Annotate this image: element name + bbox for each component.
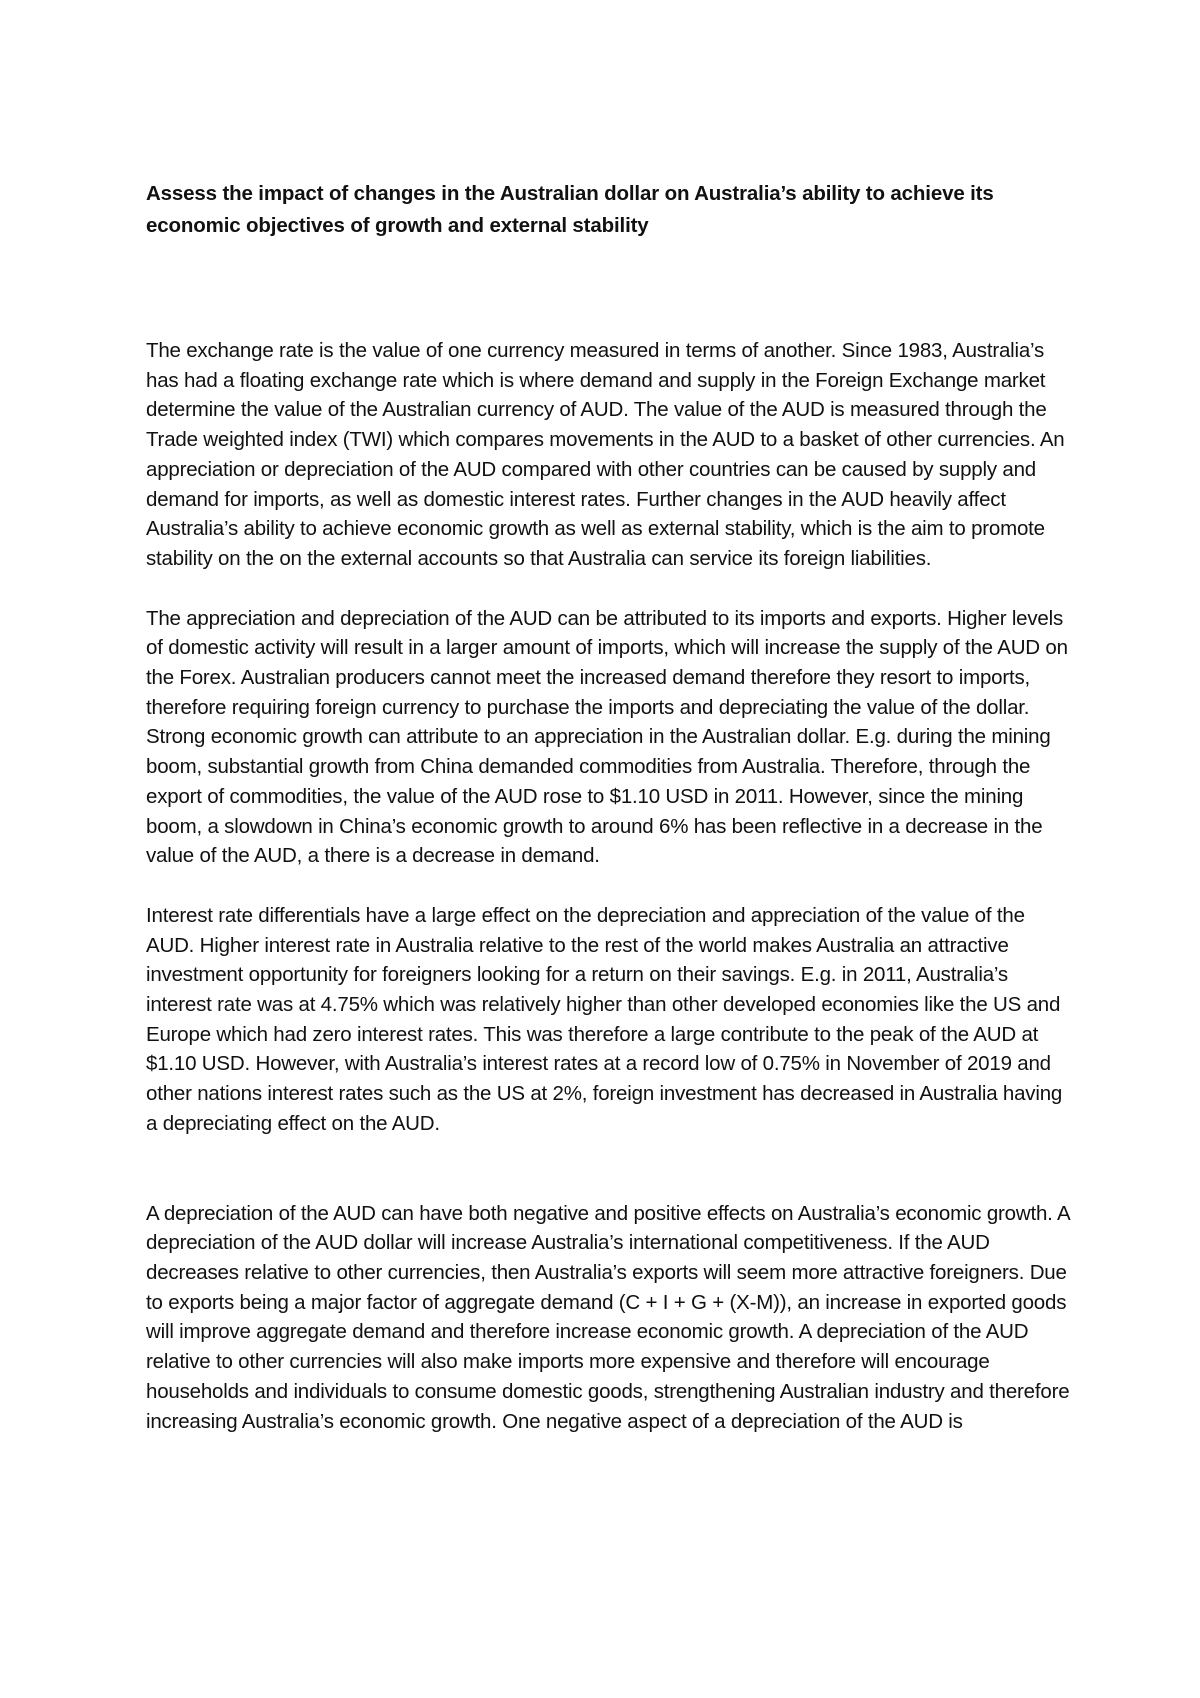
document-body <box>146 178 1076 1436</box>
paragraph-interest-rates: Interest rate differentials have a large effect on the depreciation and appreciation of the value of the AUD. Higher interest rate in Australia relative to the rest of the world makes Australia an attractive investment opportunity for foreigners looking for a return on their savings. E.g. in 2011, Australia’s interest rate was at 4.75% which was relatively higher than other developed economies like the US and Europe which had zero interest rates. This was therefore a large contribute to the peak of the AUD at $1.10 USD. However, with Australia’s interest rates at a record low of 0.75% in November of 2019 and other nations interest rates such as the US at 2%, foreign investment has decreased in Australia having a depreciating effect on the AUD. <box>146 903 1063 1135</box>
essay-title: Assess the impact of changes in the Australian dollar on Australia’s ability to achieve its economic objectives of growth and external stability <box>146 182 994 237</box>
paragraph-exchange-rate-intro: The exchange rate is the value of one currency measured in terms of another. Since 1983, Australia’s has had a floating exchange rate which is where demand and supply in the Foreign Exchange market determine the value of the Australian currency of AUD. The value of the AUD is measured through the Trade weighted index (TWI) which compares movements in the AUD to a basket of other currencies. An appreciation or depreciation of the AUD compared with other countries can be caused by supply and demand for imports, as well as domestic interest rates. Further changes in the AUD heavily affect Australia’s ability to achieve economic growth as well as external stability, which is the aim to promote stability on the on the external accounts so that Australia can service its foreign liabilities. <box>146 339 1065 570</box>
paragraph-imports-exports: The appreciation and depreciation of the AUD can be attributed to its imports and exports. Higher levels of domestic activity will result in a larger amount of imports, which will increase the supply of the AUD on the Forex. Australian producers cannot meet the increased demand therefore they resort to imports, therefore requiring foreign currency to purchase the imports and depreciating the value of the dollar. Strong economic growth can attribute to an appreciation in the Australian dollar. E.g. during the mining boom, substantial growth from China demanded commodities from Australia. Therefore, through the export of commodities, the value of the AUD rose to $1.10 USD in 2011. However, since the mining boom, a slowdown in China’s economic growth to around 6% has been reflective in a decrease in the value of the AUD, a there is a decrease in demand. <box>146 606 1068 868</box>
paragraph-depreciation-effects: A depreciation of the AUD can have both negative and positive effects on Australia’s economic growth. A depreciation of the AUD dollar will increase Australia’s international competitiveness. If the AUD decreases relative to other currencies, then Australia’s exports will seem more attractive foreigners. Due to exports being a major factor of aggregate demand (C + I + G + (X-M)), an increase in exported goods will improve aggregate demand and therefore increase economic growth. A depreciation of the AUD relative to other currencies will also make imports more expensive and therefore will encourage households and individuals to consume domestic goods, strengthening Australian industry and therefore increasing Australia’s economic growth. One negative aspect of a depreciation of the AUD is <box>146 1201 1070 1433</box>
